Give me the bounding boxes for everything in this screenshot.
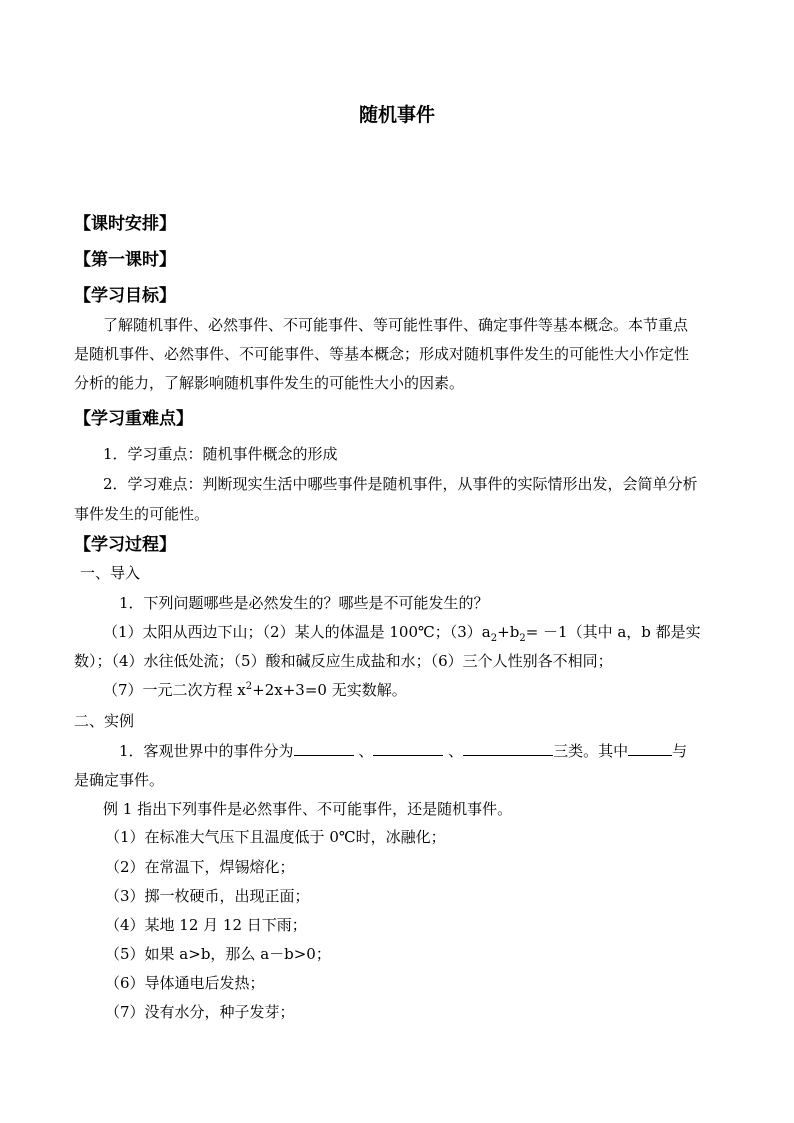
example-item: （7）没有水分，种子发芽； [105, 1003, 295, 1021]
example-item: （5）如果 a>b，那么 a－b>0； [105, 945, 331, 963]
example-item: （4）某地 12 月 12 日下雨； [105, 916, 307, 934]
example-item: （6）导体通电后发热； [105, 974, 265, 992]
objectives-line-3: 分析的能力，了解影响随机事件发生的可能性大小的因素。 [74, 374, 465, 392]
key-point-2-line-1: 2．学习难点：判断现实生活中哪些事件是随机事件，从事件的实际情形出发，会简单分析 [103, 475, 698, 493]
section-2-question-1-line-2: 是确定事件。 [74, 771, 165, 789]
section-1-items-line-1: （1）太阳从西边下山；（2）某人的体温是 100℃；$(3)a_2+b_2= -1$（其中 a，b 都是实 [103, 623, 701, 644]
key-point-2-line-2: 事件发生的可能性。 [74, 505, 210, 523]
heading-key-points: 【学习重难点】 [74, 409, 193, 429]
example-item: （2）在常温下，焊锡熔化； [105, 858, 295, 876]
heading-first-lesson: 【第一课时】 [74, 250, 176, 270]
example-1-intro: 例 1 指出下列事件是必然事件、不可能事件，还是随机事件。 [103, 800, 513, 818]
objectives-line-1: 了解随机事件、必然事件、不可能事件、等可能性事件、确定事件等基本概念。本节重点 [103, 316, 689, 334]
section-2-question-1: 1．客观世界中的事件分为 、 、 三类。其中 与 [119, 742, 688, 760]
example-item: （3）掷一枚硬币，出现正面； [105, 887, 310, 905]
example-item: （1）在标准大气压下且温度低于 0℃时，冰融化； [105, 828, 446, 846]
heading-objectives: 【学习目标】 [74, 286, 176, 306]
key-point-1: 1．学习重点：随机事件概念的形成 [103, 445, 338, 463]
objectives-line-2: 是随机事件、必然事件、不可能事件、等基本概念；形成对随机事件发生的可能性大小作定性 [74, 345, 690, 363]
section-1-items-line-2: 数）；（4）水往低处流；（5）酸和碱反应生成盐和水；（6）三个人性别各不相同； [74, 652, 613, 670]
section-1-items-line-3: （7）一元二次方程 $x^2+2x+3=0$ 无实数解。 [103, 681, 407, 699]
section-1-question-1: 1．下列问题哪些是必然发生的？哪些是不可能发生的？ [119, 594, 489, 612]
page-title: 随机事件 [358, 104, 435, 126]
heading-process: 【学习过程】 [74, 535, 176, 555]
section-1-label: 一、导入 [80, 564, 141, 582]
heading-schedule: 【课时安排】 [74, 214, 176, 234]
answer-blank-3[interactable] [463, 741, 553, 756]
answer-blank-1[interactable] [294, 741, 354, 756]
answer-blank-2[interactable] [373, 741, 443, 756]
answer-blank-4[interactable] [628, 741, 672, 756]
section-2-label: 二、实例 [74, 712, 135, 730]
